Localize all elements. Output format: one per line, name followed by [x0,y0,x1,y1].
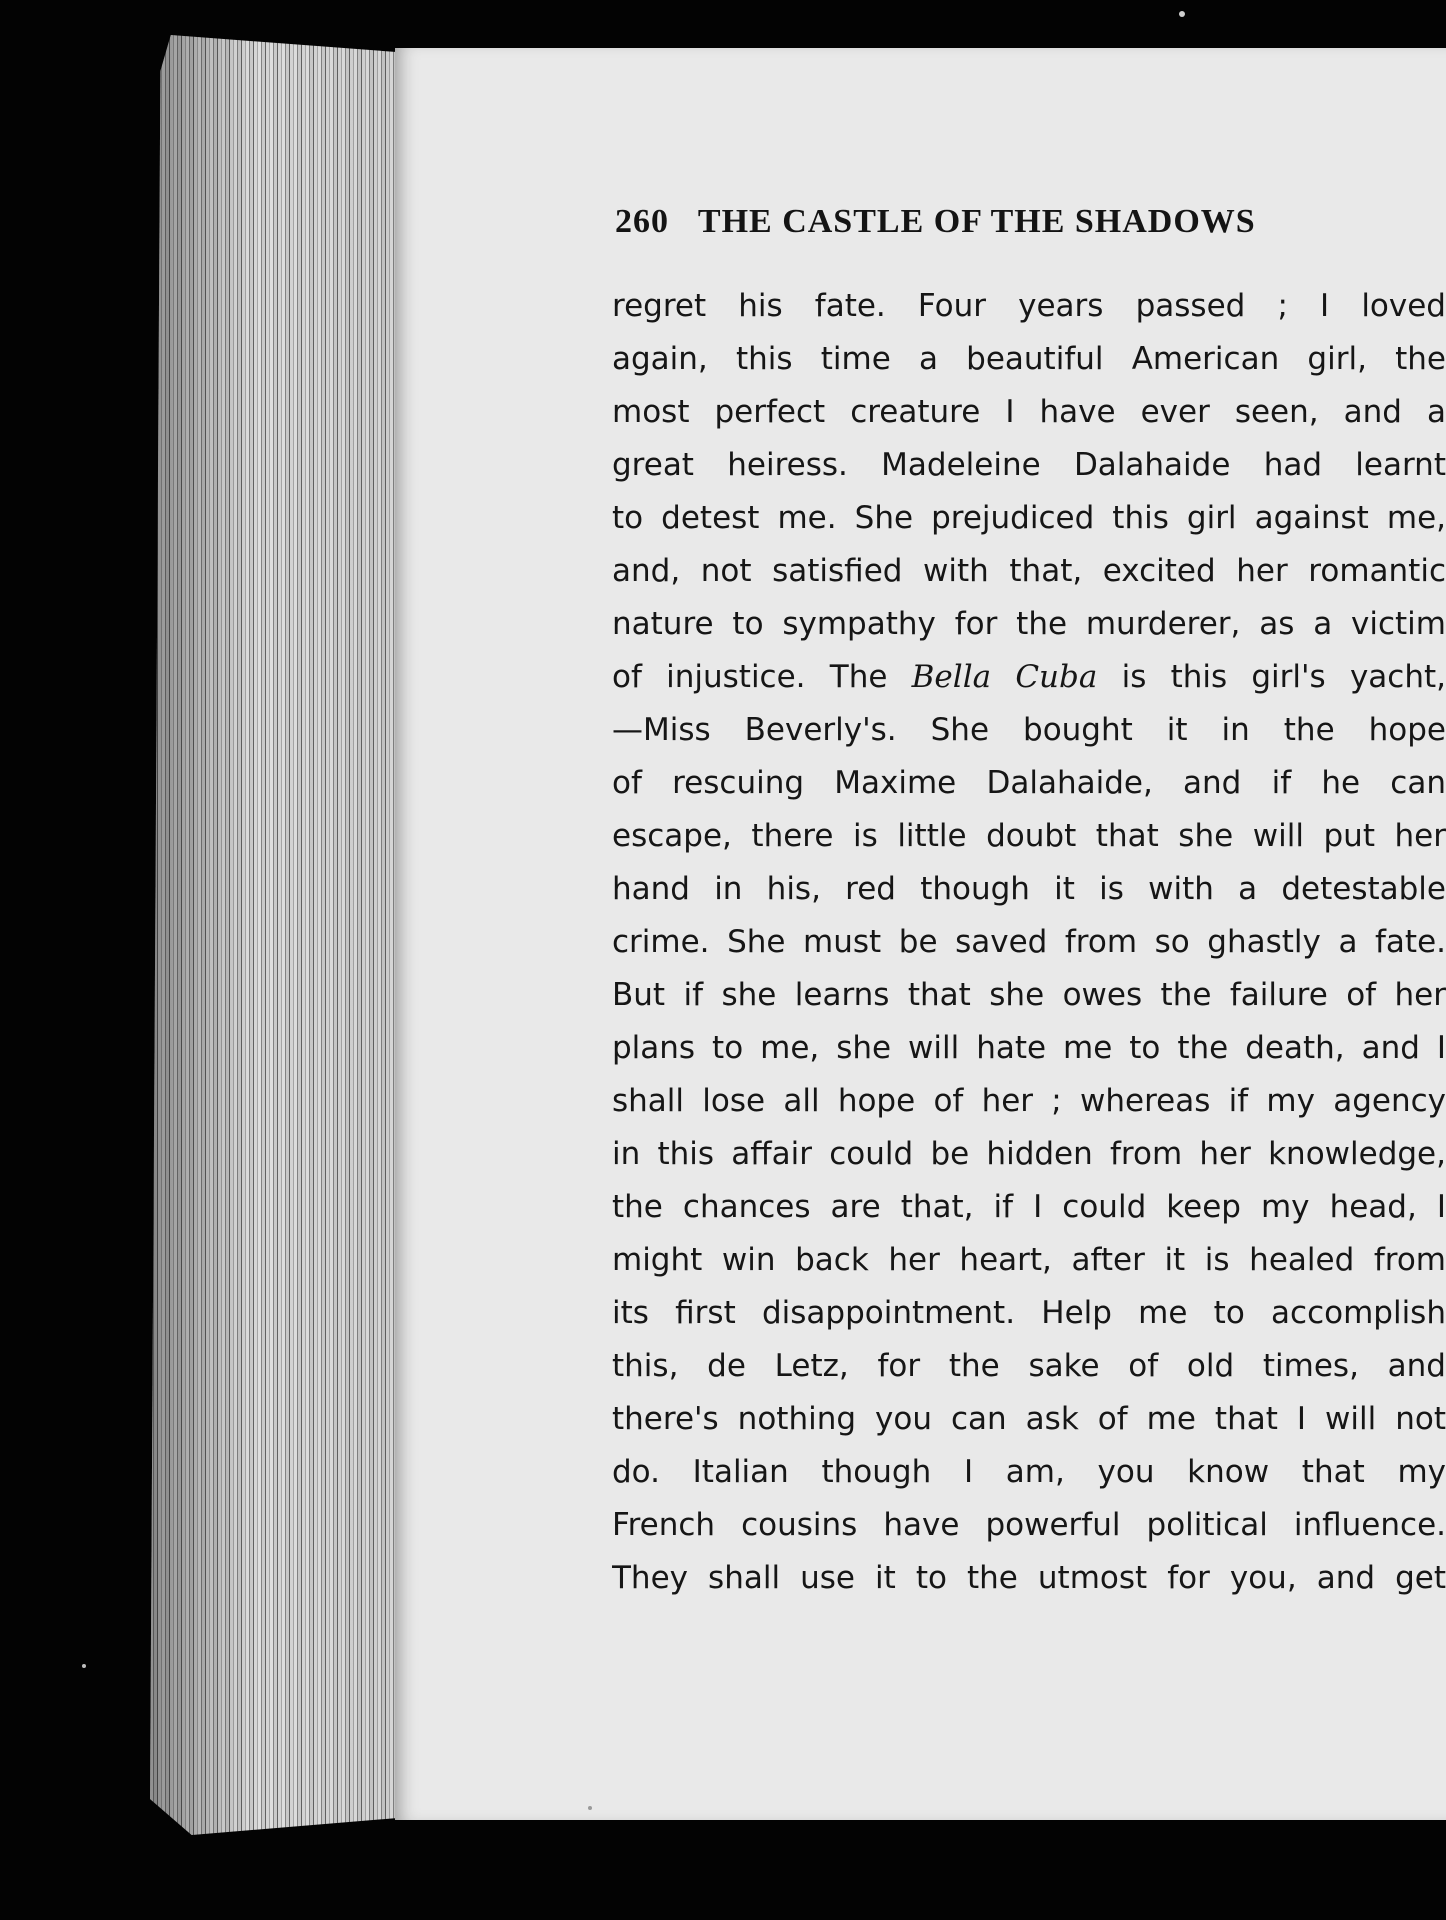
page-edges-shadow [150,35,410,1835]
text-segment: this, de Letz, for the sake of old times, and [612,1348,1446,1384]
text-line [612,492,1446,545]
text-segment: of rescuing Maxime Dalahaide, and if he can [612,765,1446,801]
italic-ship-name: Bella Cuba [911,659,1098,695]
text-line [612,1234,1446,1287]
body-text [612,280,1446,1605]
text-segment: of injustice. The [612,659,912,695]
text-segment: escape, there is little doubt that she will put her [612,818,1446,854]
text-segment: might win back her heart, after it is healed from [612,1242,1446,1278]
text-segment: in this affair could be hidden from her knowledge, [612,1136,1446,1172]
text-line [612,386,1446,439]
text-line [612,1340,1446,1393]
text-line [612,916,1446,969]
text-segment: regret his fate. Four years passed ; I loved [612,288,1446,324]
dust-speck [1179,11,1185,17]
text-segment: great heiress. Madeleine Dalahaide had learnt [612,447,1446,483]
text-segment: plans to me, she will hate me to the death, and I [612,1030,1446,1066]
text-line [612,757,1446,810]
text-segment: But if she learns that she owes the failure of her [612,977,1446,1013]
text-line [612,1499,1446,1552]
text-line [612,1022,1446,1075]
text-line [612,1181,1446,1234]
text-line [612,704,1446,757]
page-number: 260 [615,203,669,240]
text-segment: to detest me. She prejudiced this girl against me, [612,500,1446,536]
text-line [612,333,1446,386]
text-segment: crime. She must be saved from so ghastly a fate. [612,924,1446,960]
text-segment: —Miss Beverly's. She bought it in the hope [612,712,1446,748]
text-line [612,863,1446,916]
text-segment: shall lose all hope of her ; whereas if my agency [612,1083,1446,1119]
text-line [612,651,1446,704]
text-segment: nature to sympathy for the murderer, as a victim [612,606,1446,642]
text-segment: the chances are that, if I could keep my head, I [612,1189,1446,1225]
text-line [612,969,1446,1022]
running-header [615,203,1256,241]
dust-speck [82,1664,86,1668]
text-segment: most perfect creature I have ever seen, and a [612,394,1446,430]
text-segment: is this girl's yacht, [1097,659,1446,695]
text-line [612,439,1446,492]
running-title: THE CASTLE OF THE SHADOWS [697,203,1256,240]
text-line [612,545,1446,598]
text-line [612,1287,1446,1340]
text-line [612,280,1446,333]
text-segment: They shall use it to the utmost for you, and get [612,1560,1446,1596]
text-segment: French cousins have powerful political influence. [612,1507,1446,1543]
text-segment: and, not satisfied with that, excited her romantic [612,553,1446,589]
text-line [612,1446,1446,1499]
text-line [612,1075,1446,1128]
text-segment: do. Italian though I am, you know that my [612,1454,1446,1490]
text-line [612,598,1446,651]
text-line [612,1393,1446,1446]
text-segment: hand in his, red though it is with a detestable [612,871,1446,907]
text-line [612,1128,1446,1181]
text-line [612,810,1446,863]
text-line [612,1552,1446,1605]
text-segment: again, this time a beautiful American girl, the [612,341,1446,377]
text-segment: there's nothing you can ask of me that I will not [612,1401,1446,1437]
text-segment: its first disappointment. Help me to accomplish [612,1295,1446,1331]
